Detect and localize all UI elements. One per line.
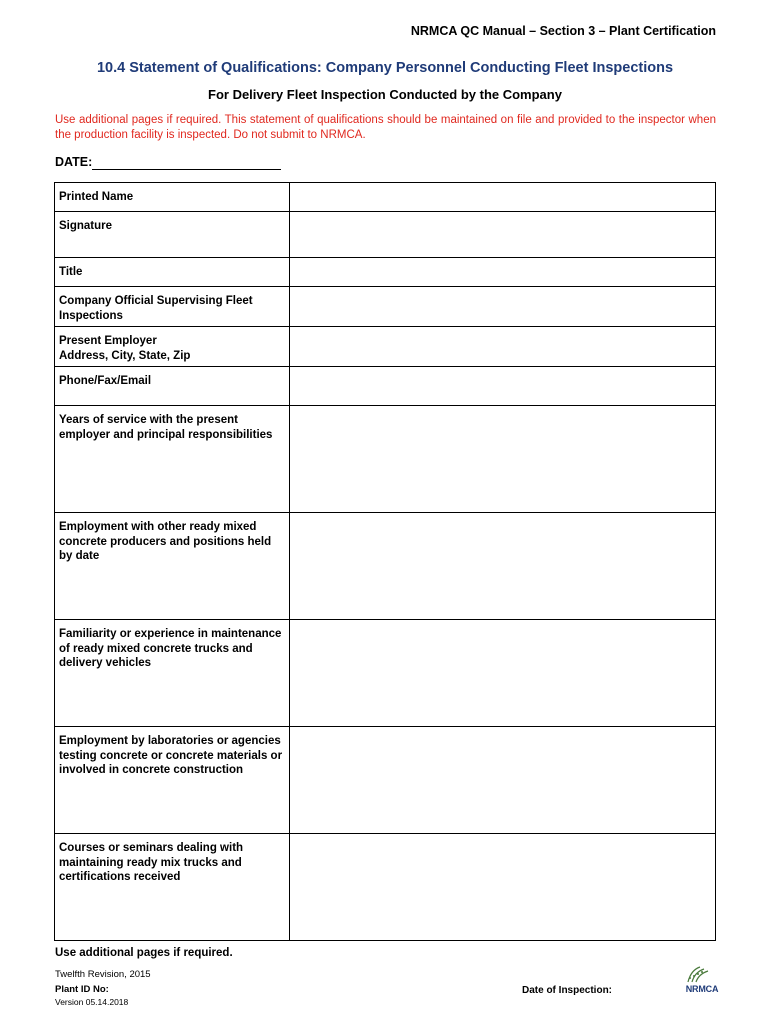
table-row	[55, 406, 716, 513]
row-label-present-employer: Present Employer Address, City, State, Zip	[55, 327, 290, 367]
laboratory-employment-field[interactable]	[290, 727, 716, 834]
logo-swoosh-icon	[684, 964, 720, 984]
familiarity-field[interactable]	[290, 620, 716, 727]
company-official-field[interactable]	[290, 287, 716, 327]
other-employment-field[interactable]	[290, 513, 716, 620]
plant-id-label: Plant ID No:	[55, 984, 109, 995]
phone-fax-email-field[interactable]	[290, 367, 716, 406]
row-label-familiarity: Familiarity or experience in maintenance of ready mixed concrete trucks and delivery vehicles	[55, 620, 290, 727]
date-field[interactable]	[92, 169, 281, 170]
row-label-printed-name: Printed Name	[55, 183, 290, 212]
table-row	[55, 258, 716, 287]
row-label-courses-seminars: Courses or seminars dealing with maintaining ready mix trucks and certifications received	[55, 834, 290, 941]
table-row	[55, 327, 716, 367]
table-row	[55, 620, 716, 727]
row-label-phone-fax-email: Phone/Fax/Email	[55, 367, 290, 406]
table-row	[55, 367, 716, 406]
document-title: 10.4 Statement of Qualifications: Company Personnel Conducting Fleet Inspections	[96, 60, 674, 76]
printed-name-field[interactable]	[290, 183, 716, 212]
revision-text: Twelfth Revision, 2015	[55, 969, 151, 980]
title-field[interactable]	[290, 258, 716, 287]
row-label-years-of-service: Years of service with the present employer and principal responsibilities	[55, 406, 290, 513]
footnote: Use additional pages if required.	[55, 947, 233, 959]
page-header: NRMCA QC Manual – Section 3 – Plant Certification	[410, 24, 716, 38]
date-label: DATE:	[55, 155, 93, 169]
table-row	[55, 727, 716, 834]
table-row	[55, 287, 716, 327]
courses-seminars-field[interactable]	[290, 834, 716, 941]
row-label-title: Title	[55, 258, 290, 287]
row-label-laboratory-employment: Employment by laboratories or agencies testing concrete or concrete materials or involved in concrete construction	[55, 727, 290, 834]
row-label-other-employment: Employment with other ready mixed concrete producers and positions held by date	[55, 513, 290, 620]
date-of-inspection-label: Date of Inspection:	[522, 985, 613, 996]
row-label-company-official: Company Official Supervising Fleet Inspections	[55, 287, 290, 327]
table-row	[55, 513, 716, 620]
table-row	[55, 183, 716, 212]
qualifications-table	[54, 182, 716, 941]
instruction-text: Use additional pages if required. This statement of qualifications should be maintained on file and provided to the inspector when the production facility is inspected. Do not submit to NRMCA.	[55, 114, 716, 141]
present-employer-field[interactable]	[290, 327, 716, 367]
table-row	[55, 834, 716, 941]
nrmca-logo	[684, 964, 720, 998]
signature-field[interactable]	[290, 212, 716, 258]
table-row	[55, 212, 716, 258]
row-label-signature: Signature	[55, 212, 290, 258]
logo-text: NRMCA	[685, 984, 719, 994]
document-subtitle: For Delivery Fleet Inspection Conducted by the Company	[208, 87, 562, 102]
version-text: Version 05.14.2018	[55, 997, 129, 1007]
years-of-service-field[interactable]	[290, 406, 716, 513]
